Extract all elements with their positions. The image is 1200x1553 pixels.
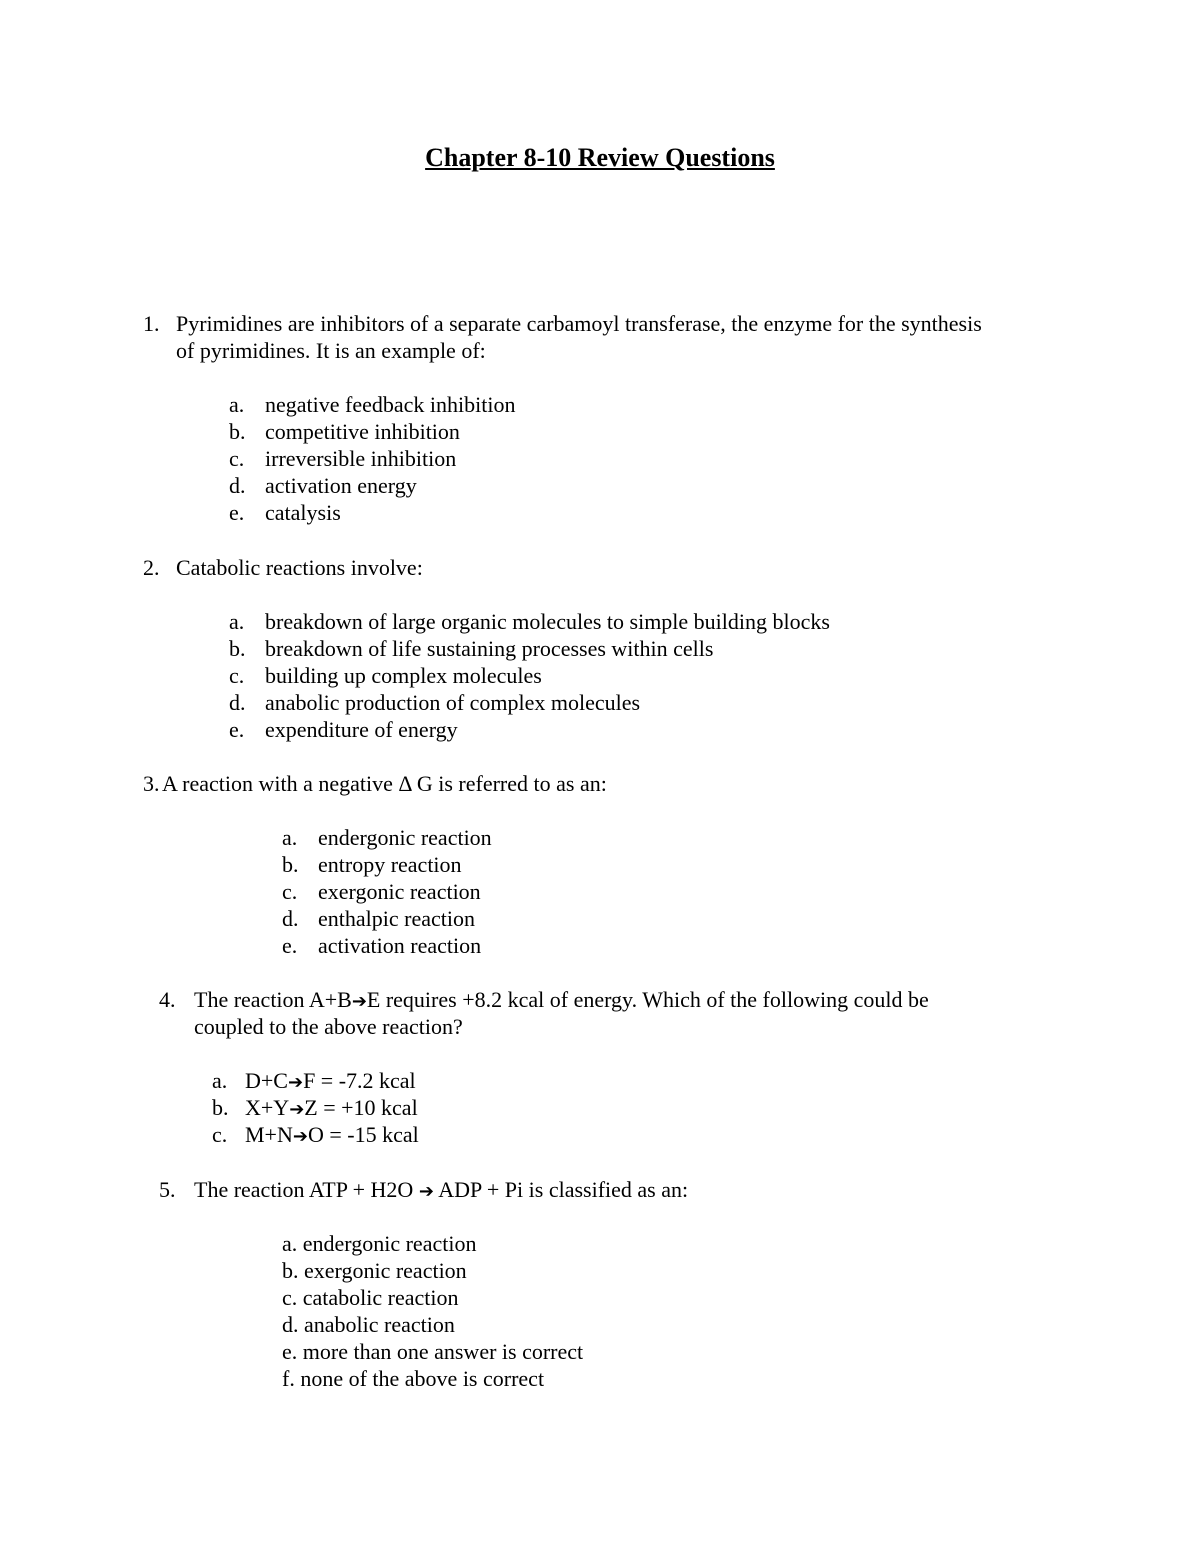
option-letter: c. [229,663,245,688]
question-text-line [194,1176,688,1205]
option-text: activation energy [265,473,417,498]
option-text [245,1094,418,1123]
arrow-icon: ➔ [292,1126,308,1147]
question-number: 3. [143,771,160,796]
arrow-icon: ➔ [287,1072,304,1093]
option-text: anabolic production of complex molecules [265,690,641,715]
option-text: breakdown of life sustaining processes within cells [265,636,714,661]
option-letter: b. [212,1095,229,1120]
option-text: negative feedback inhibition [265,392,516,417]
option-text [245,1121,419,1150]
question-text-line: Pyrimidines are inhibitors of a separate carbamoyl transferase, the enzyme for the synthesis [176,311,982,336]
option-letter: b. [229,636,246,661]
option-text: exergonic reaction [318,879,481,904]
option-letter: a. [229,392,245,417]
answer-option: c. catabolic reaction [282,1285,459,1310]
option-text [245,1067,416,1096]
option-text: irreversible inhibition [265,446,457,471]
question-number: 4. [159,987,176,1012]
answer-option: b. exergonic reaction [282,1258,467,1283]
reaction-text: F = -7.2 kcal [303,1068,416,1093]
page-title: Chapter 8-10 Review Questions [425,143,775,172]
option-letter: a. [212,1068,228,1093]
answer-option: d. anabolic reaction [282,1312,455,1337]
option-letter: d. [229,690,246,715]
question-2 [143,554,1143,584]
option-letter: d. [229,473,246,498]
question-text-line: of pyrimidines. It is an example of: [176,338,486,363]
option-letter: b. [282,852,299,877]
answer-option: f. none of the above is correct [282,1366,545,1391]
reaction-text: E requires +8.2 kcal of energy. Which of the following could be [366,987,929,1012]
reaction-text: M+N [245,1122,293,1147]
option-text: breakdown of large organic molecules to simple building blocks [265,609,830,634]
option-letter: a. [229,609,245,634]
option-text: enthalpic reaction [318,906,475,931]
option-text: competitive inhibition [265,419,460,444]
question-text-line: Catabolic reactions involve: [176,555,423,580]
option-text: activation reaction [318,933,482,958]
arrow-icon: ➔ [289,1099,305,1120]
question-text-line: A reaction with a negative Δ G is referred to as an: [162,771,607,796]
question-number: 5. [159,1177,176,1202]
option-letter: c. [212,1122,228,1147]
option-text: entropy reaction [318,852,462,877]
option-letter: c. [229,446,245,471]
arrow-icon: ➔ [351,991,367,1012]
reaction-text: The reaction A+B [194,987,352,1012]
reaction-text: Z = +10 kcal [304,1095,418,1120]
question-4 [159,986,1159,1046]
option-letter: e. [229,717,245,742]
reaction-text: O = -15 kcal [307,1122,419,1147]
option-letter: c. [282,879,298,904]
option-text: endergonic reaction [318,825,492,850]
answer-option: a. endergonic reaction [282,1231,477,1256]
option-text: building up complex molecules [265,663,542,688]
option-letter: d. [282,906,299,931]
question-1 [143,310,1143,370]
reaction-text: ADP + Pi is classified as an: [433,1177,689,1202]
question-number: 2. [143,555,160,580]
option-text: expenditure of energy [265,717,458,742]
question-3 [143,770,1143,800]
option-letter: e. [282,933,298,958]
reaction-text: X+Y [245,1095,290,1120]
option-text: catalysis [265,500,341,525]
option-letter: e. [229,500,245,525]
question-5 [159,1176,1159,1206]
option-letter: b. [229,419,246,444]
reaction-text: The reaction ATP + H2O [194,1177,419,1202]
answer-option: e. more than one answer is correct [282,1339,584,1364]
arrow-icon: ➔ [418,1181,434,1202]
question-number: 1. [143,311,160,336]
question-text-line [194,986,929,1015]
question-text-line: coupled to the above reaction? [194,1014,463,1039]
option-letter: a. [282,825,298,850]
reaction-text: D+C [245,1068,288,1093]
